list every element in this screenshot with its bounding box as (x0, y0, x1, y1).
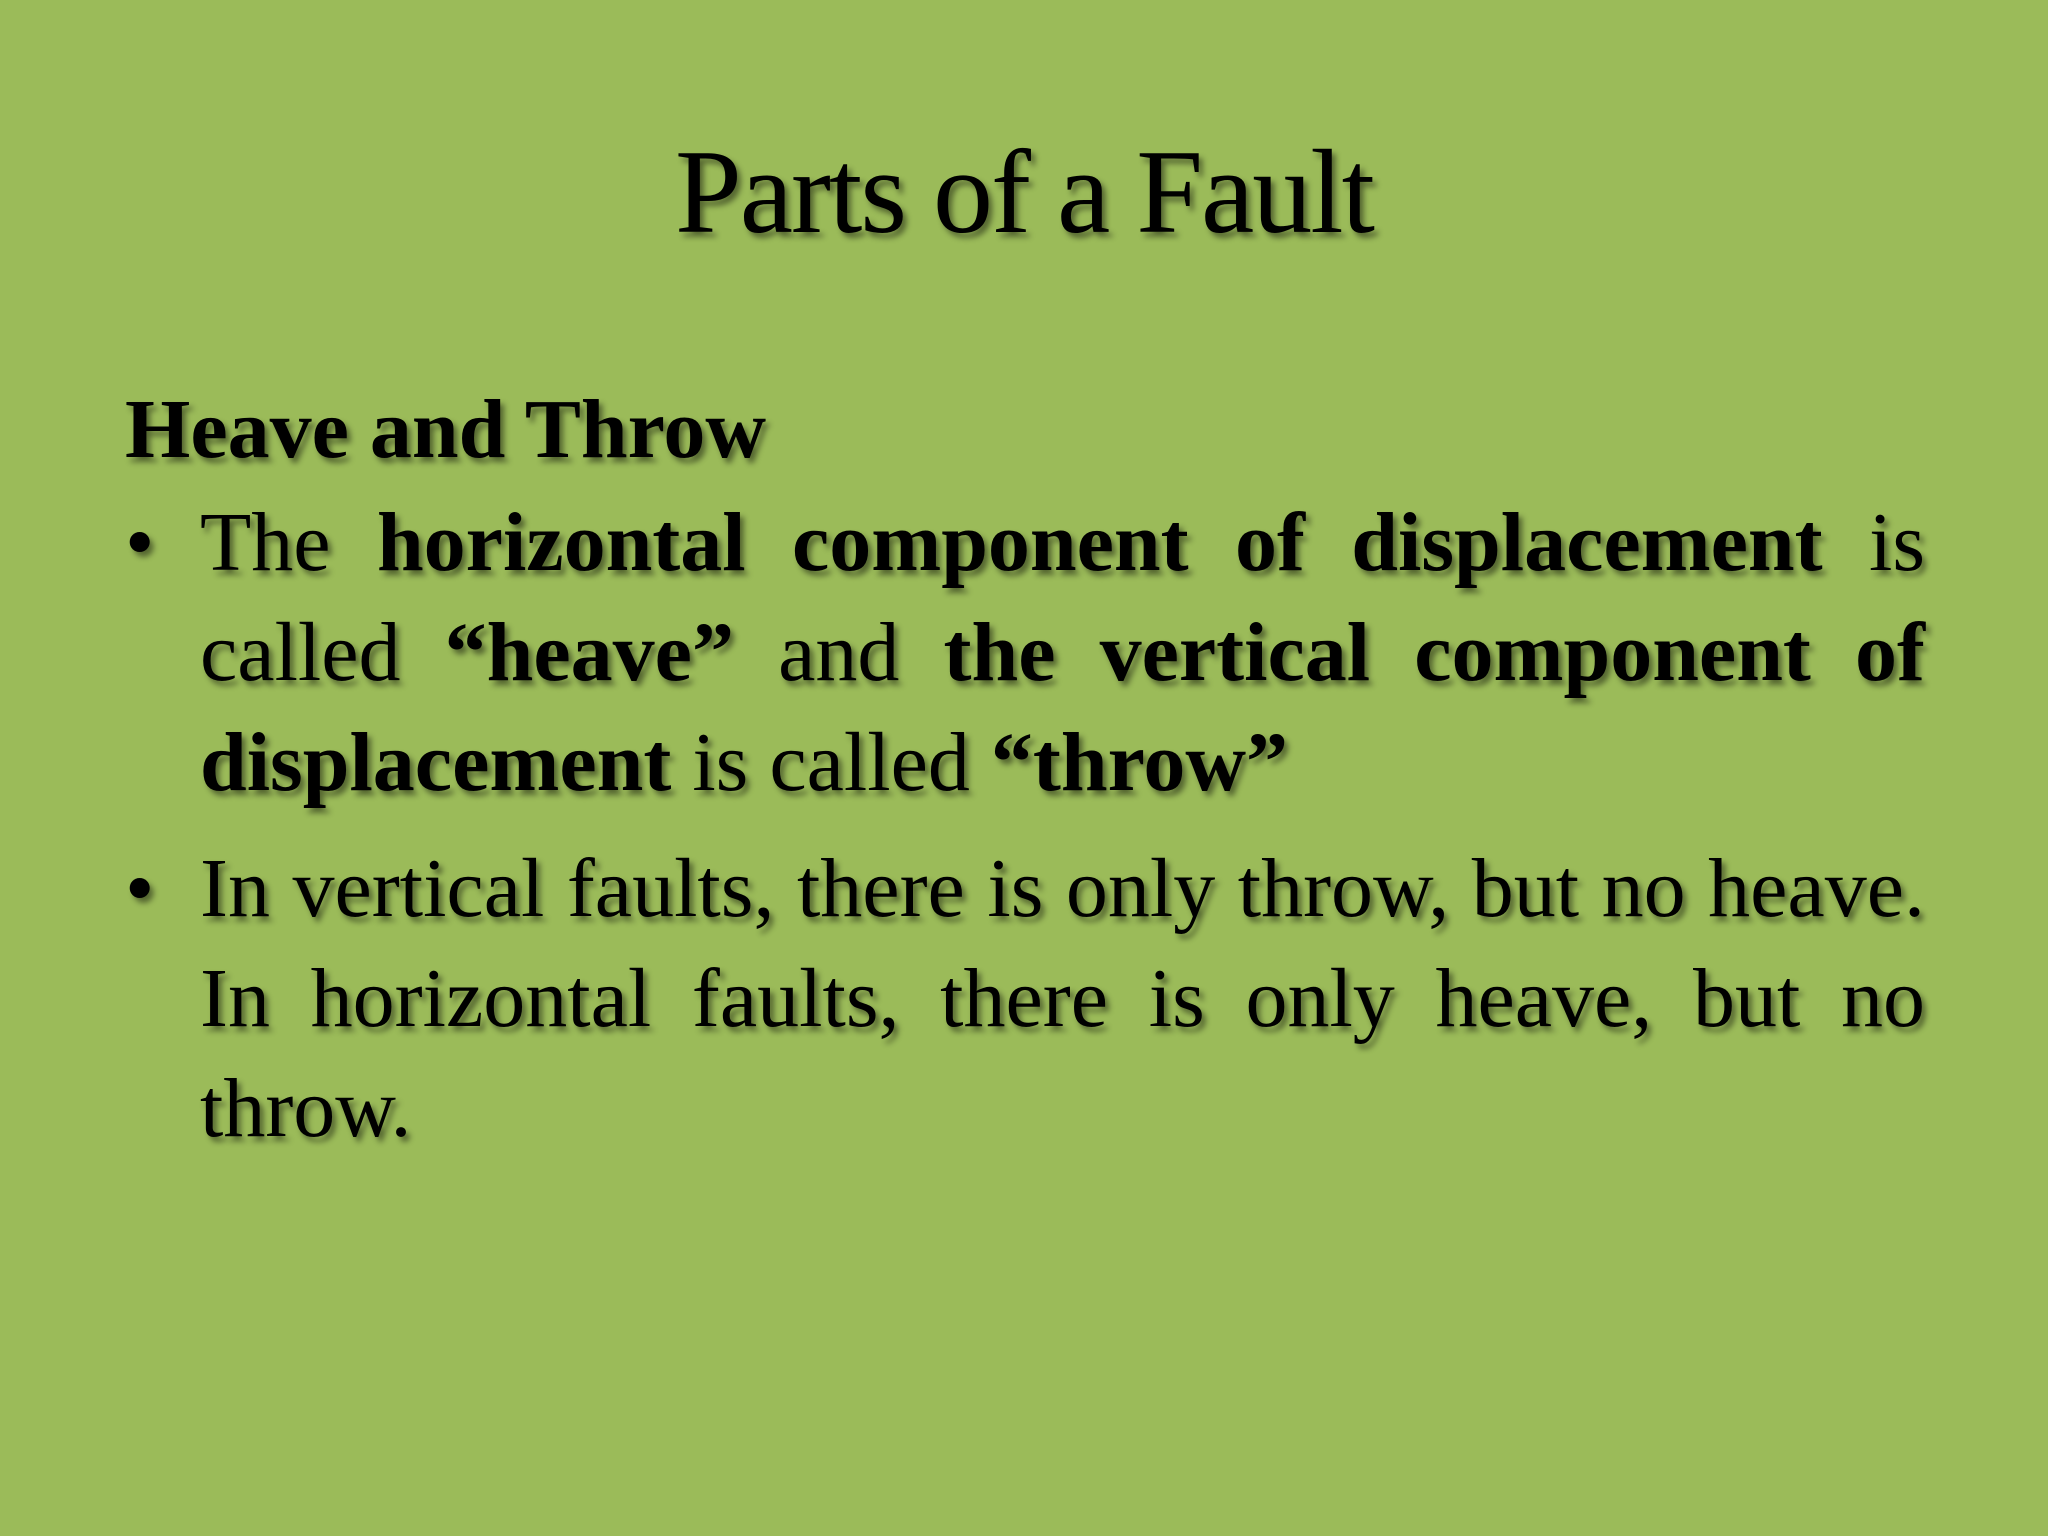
bullet-text-bold-segment: horizontal component of displacement (376, 496, 1823, 589)
bullet-text-segment: is called (671, 716, 991, 809)
bullet-text-bold-segment: the vertical component of displacement (200, 606, 1925, 809)
bullet-text-segment: and (733, 606, 944, 699)
slide-content (125, 380, 1925, 1180)
bullet-text-segment: The (200, 496, 377, 589)
bullet-list (125, 488, 1925, 1164)
bullet-text-bold-segment: “heave” (444, 606, 734, 699)
bullet-text-segment: In vertical faults, there is only throw, but no heave. In horizontal faults, there is only heave, but no throw. (200, 842, 1925, 1155)
bullet-icon: • (125, 496, 155, 589)
bullet-text-bold-segment: “throw” (990, 716, 1288, 809)
bullet-icon: • (125, 842, 155, 935)
section-subheading: Heave and Throw (125, 383, 766, 476)
slide-title: Parts of a Fault (675, 125, 1373, 258)
bullet-item (125, 488, 1925, 818)
bullet-item (125, 834, 1925, 1164)
bullet-text-segment: is called (200, 496, 1926, 699)
